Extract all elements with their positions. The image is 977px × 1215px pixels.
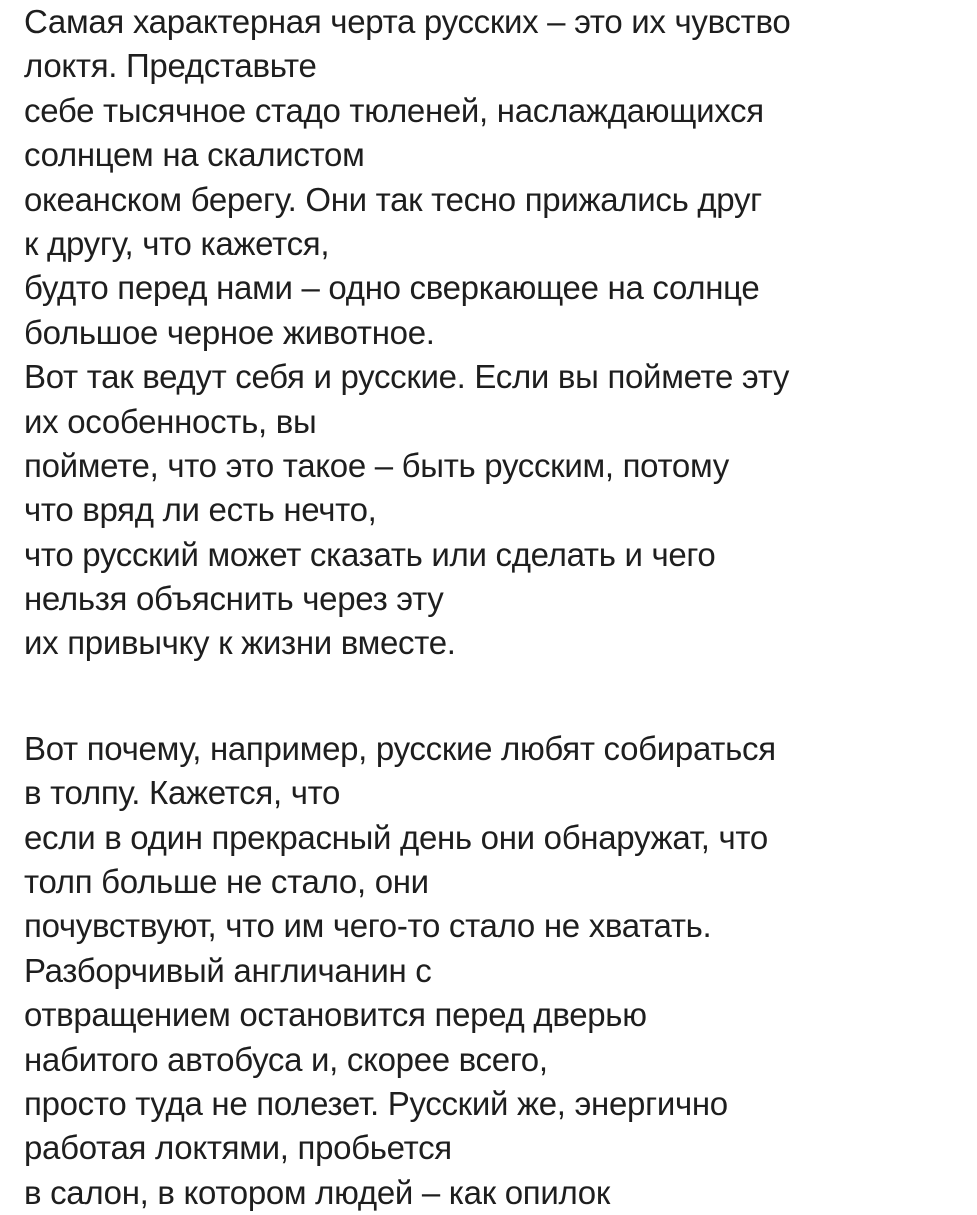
text-line: набитого автобуса и, скорее всего,: [24, 1040, 548, 1078]
paragraph-gap: [24, 666, 964, 727]
document-text: [24, 0, 964, 1215]
text-line: Вот так ведут себя и русские. Если вы поймете эту: [24, 358, 790, 396]
text-line: поймете, что это такое – быть русским, потому: [24, 446, 729, 484]
text-line: океанском берегу. Они так тесно прижались друг: [24, 180, 762, 218]
text-line: Вот почему, например, русские любят собираться: [24, 729, 776, 767]
text-line: их привычку к жизни вместе.: [24, 624, 456, 662]
text-line: локтя. Представьте: [24, 47, 317, 85]
text-line: к другу, что кажется,: [24, 224, 330, 262]
text-line: почувствуют, что им чего-то стало не хватать.: [24, 907, 712, 945]
text-line: в толпу. Кажется, что: [24, 774, 341, 812]
text-line: себе тысячное стадо тюленей, наслаждающихся: [24, 91, 764, 129]
text-line: солнцем на скалистом: [24, 136, 365, 174]
text-line: если в один прекрасный день они обнаружат, что: [24, 818, 768, 856]
text-line: Разборчивый англичанин с: [24, 951, 432, 989]
text-line: что русский может сказать или сделать и чего: [24, 535, 716, 573]
text-line: будто перед нами – одно сверкающее на солнце: [24, 269, 760, 307]
text-line: в салон, в котором людей – как опилок: [24, 1173, 610, 1211]
text-line: что вряд ли есть нечто,: [24, 491, 377, 529]
paragraph-2: [24, 727, 964, 1215]
text-line: их особенность, вы: [24, 402, 317, 440]
text-line: работая локтями, пробьется: [24, 1129, 452, 1167]
text-line: большое черное животное.: [24, 313, 435, 351]
paragraph-1: [24, 0, 964, 666]
text-line: толп больше не стало, они: [24, 863, 429, 901]
text-line: нельзя объяснить через эту: [24, 580, 444, 618]
text-line: просто туда не полезет. Русский же, энергично: [24, 1084, 728, 1122]
text-line: отвращением остановится перед дверью: [24, 996, 647, 1034]
text-line: Самая характерная черта русских – это их чувство: [24, 3, 791, 40]
